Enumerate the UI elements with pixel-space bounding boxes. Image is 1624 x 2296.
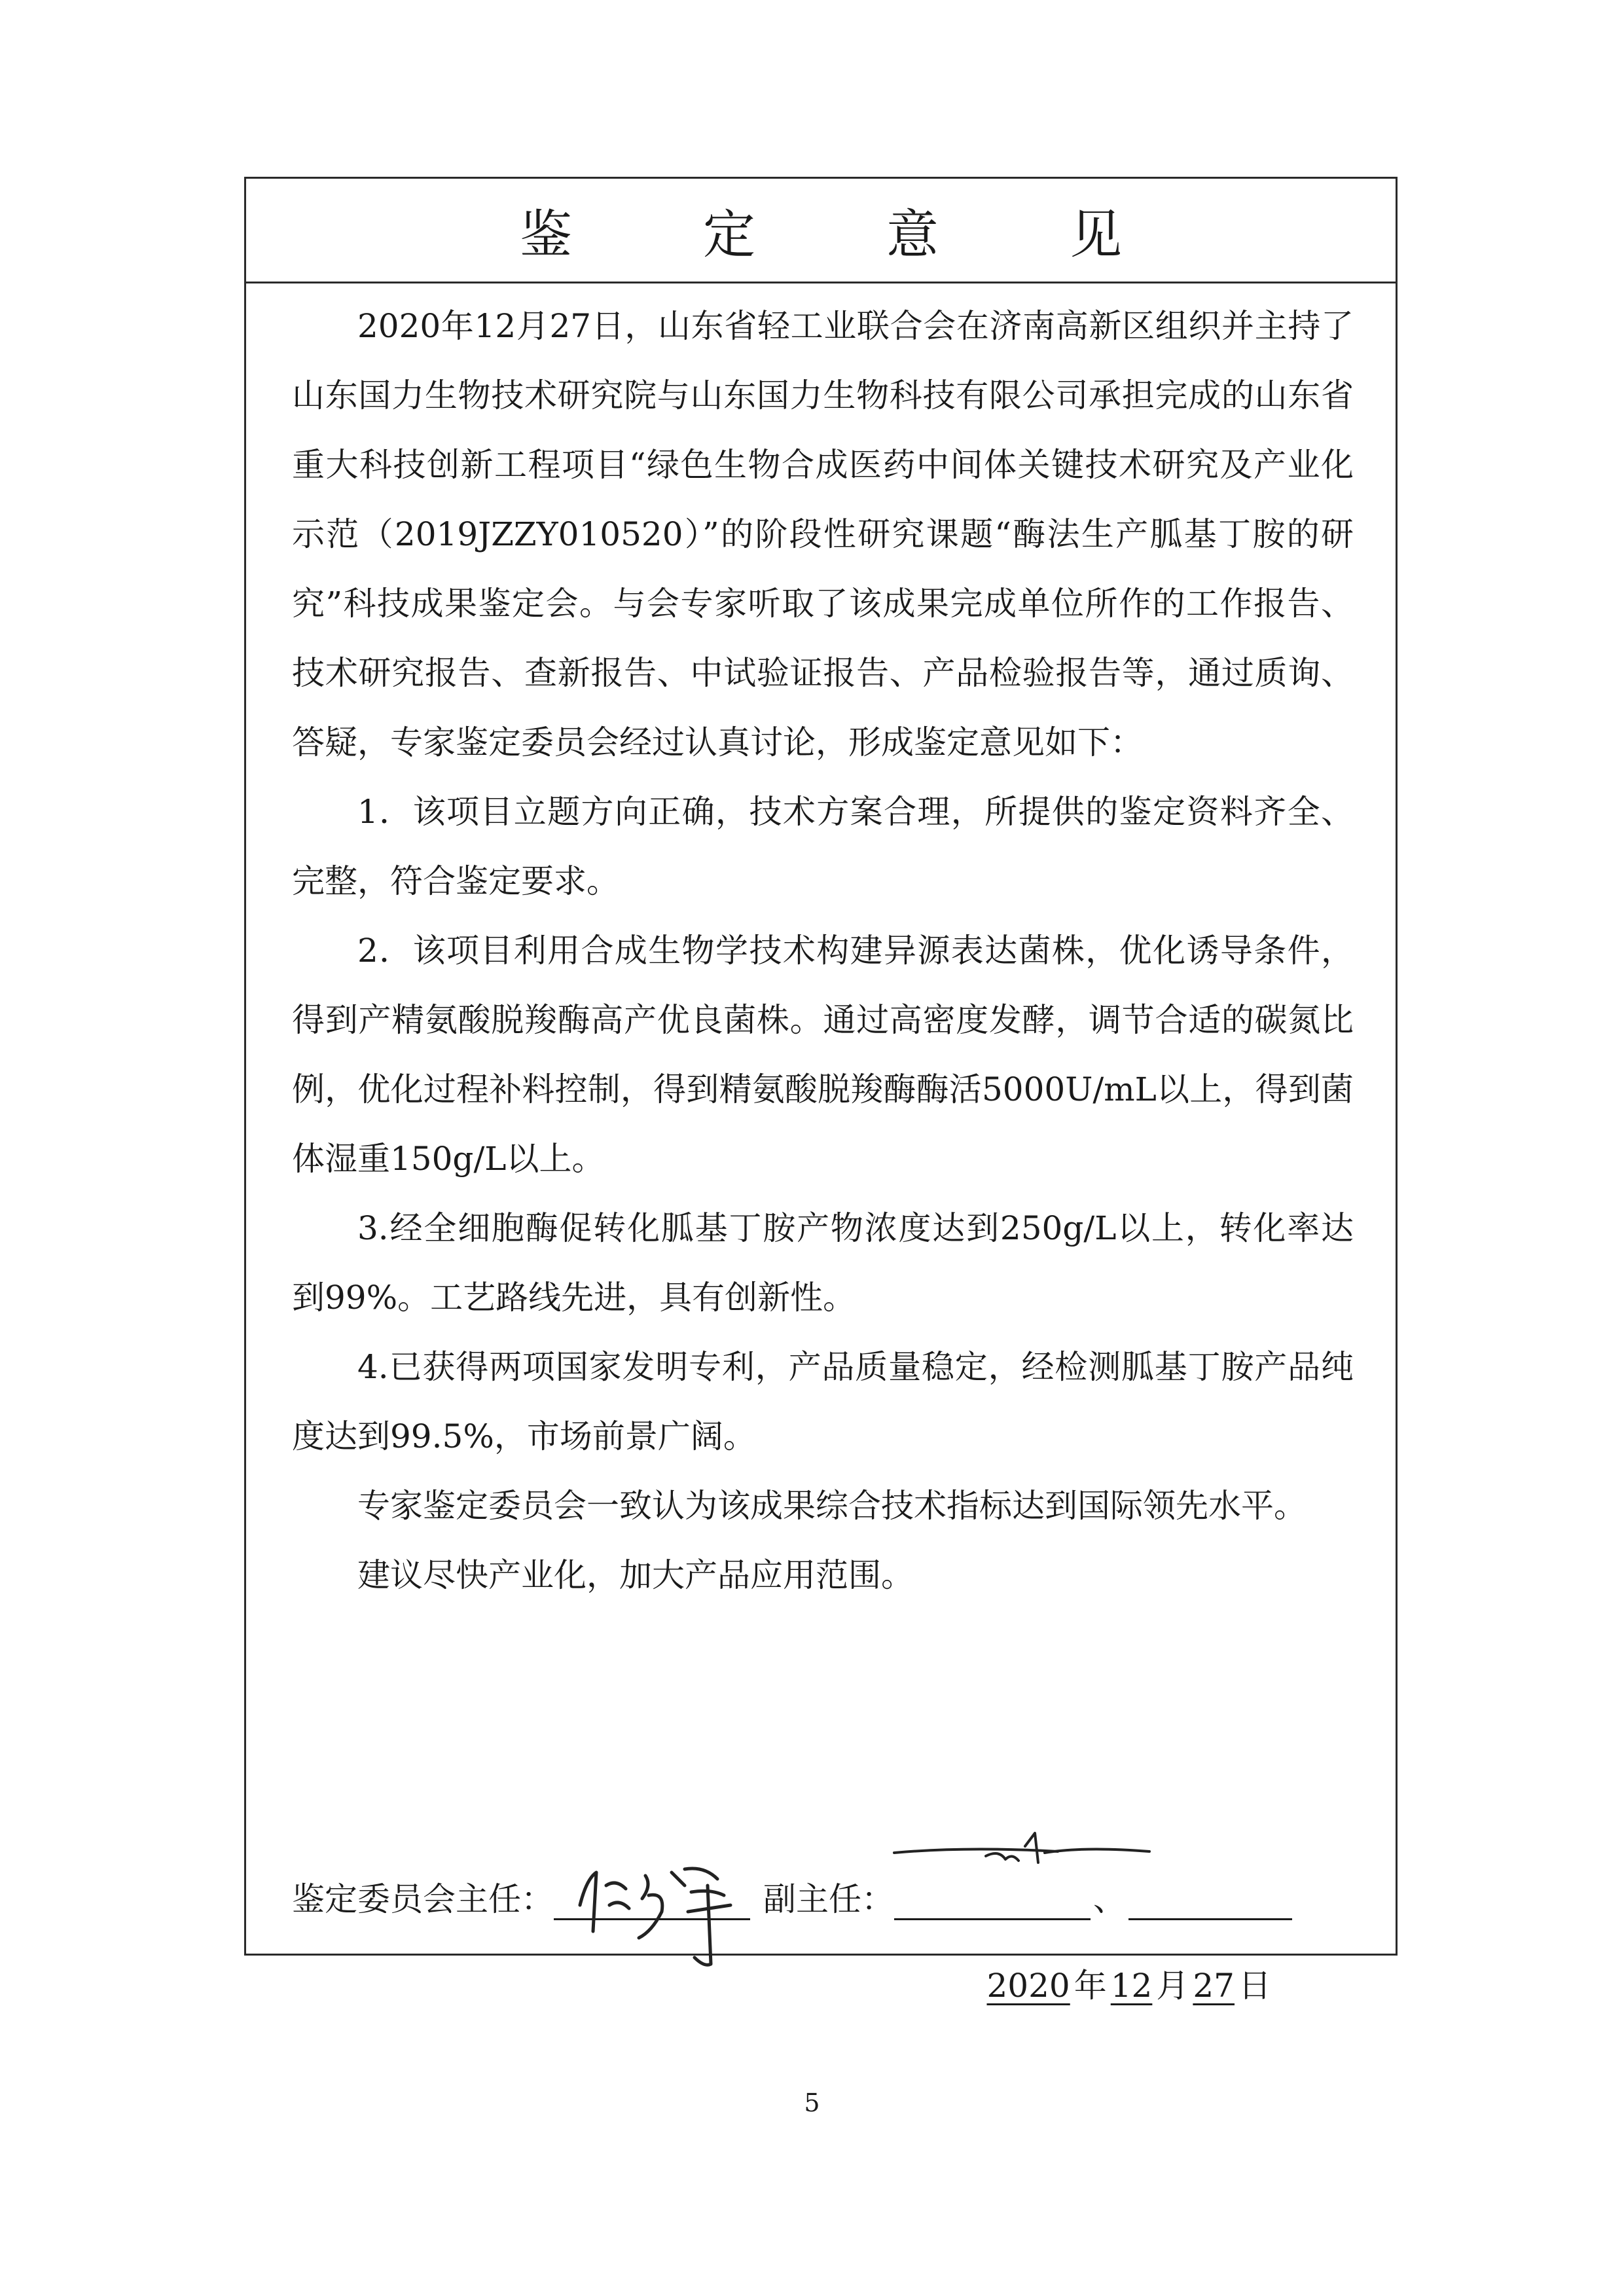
chair-signature-line xyxy=(554,1872,750,1920)
vice-chair-signature-line-2 xyxy=(1128,1872,1292,1920)
vice-chair-signature-line-1 xyxy=(894,1872,1091,1920)
paragraph-intro: 2020年12月27日，山东省轻工业联合会在济南高新区组织并主持了山东国力生物技术研究院与山东国力生物科技有限公司承担完成的山东省重大科技创新工程项目“绿色生物合成医药中间体关键技术研究及产业化示范（2019JZZY010520）”的阶段性研究课题“酶法生产胍基丁胺的研究”科技成果鉴定会。与会专家听取了该成果完成单位所作的工作报告、技术研究报告、查新报告、中试验证报告、产品检验报告等，通过质询、答疑，专家鉴定委员会经过认真讨论，形成鉴定意见如下： xyxy=(292,307,1354,761)
title-row xyxy=(246,179,1396,283)
chair-label: 鉴定委员会主任： xyxy=(292,1880,554,1918)
vice-chair-separator: 、 xyxy=(1093,1880,1126,1918)
appraisal-body xyxy=(292,291,1354,1610)
signing-date xyxy=(983,1959,1272,2007)
date-year: 2020 xyxy=(986,1967,1070,2005)
page-title: 鉴定意见 xyxy=(520,204,1253,265)
date-month-unit: 月 xyxy=(1156,1967,1189,2005)
appraisal-form xyxy=(244,177,1398,2005)
vice-chair-signature-icon xyxy=(888,1827,1163,1905)
signature-row xyxy=(292,1842,1365,1920)
paragraph-item-1: 1．该项目立题方向正确，技术方案合理，所提供的鉴定资料齐全、完整，符合鉴定要求。 xyxy=(292,793,1354,900)
chair-signature-icon xyxy=(554,1859,763,1971)
date-day: 27 xyxy=(1193,1967,1235,2005)
paragraph-conclusion: 专家鉴定委员会一致认为该成果综合技术指标达到国际领先水平。 xyxy=(357,1487,1307,1525)
vice-chair-label: 副主任： xyxy=(763,1880,894,1918)
date-month: 12 xyxy=(1110,1967,1153,2005)
paragraph-item-3: 3.经全细胞酶促转化胍基丁胺产物浓度达到250g/L以上，转化率达到99%。工艺路线先进，具有创新性。 xyxy=(292,1209,1354,1317)
paragraph-item-2: 2．该项目利用合成生物学技术构建异源表达菌株，优化诱导条件，得到产精氨酸脱羧酶高产优良菌株。通过高密度发酵，调节合适的碳氮比例，优化过程补料控制，得到精氨酸脱羧酶酶活5000U/mL以上，得到菌体湿重150g/L以上。 xyxy=(292,932,1354,1178)
date-day-unit: 日 xyxy=(1238,1967,1271,2005)
paragraph-item-4: 4.已获得两项国家发明专利，产品质量稳定，经检测胍基丁胺产品纯度达到99.5%，市场前景广阔。 xyxy=(292,1348,1354,1455)
paragraph-suggestion: 建议尽快产业化，加大产品应用范围。 xyxy=(357,1556,914,1594)
date-year-unit: 年 xyxy=(1074,1967,1107,2005)
page-number: 5 xyxy=(804,2088,820,2117)
